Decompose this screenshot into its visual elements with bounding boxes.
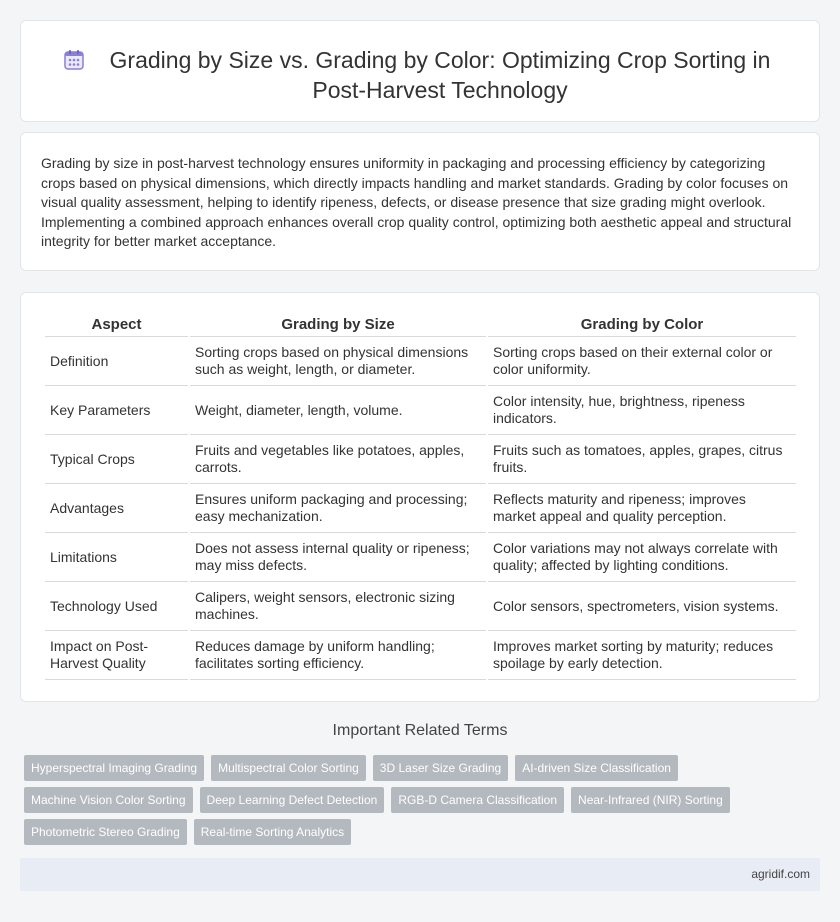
comparison-table-card <box>20 292 820 702</box>
column-header-aspect: Aspect <box>45 315 188 337</box>
related-term-tag[interactable]: Photometric Stereo Grading <box>24 819 187 845</box>
row-aspect: Impact on Post-Harvest Quality <box>45 631 188 680</box>
table-row <box>45 533 796 582</box>
row-color-value: Color sensors, spectrometers, vision systems. <box>488 582 796 631</box>
table-row <box>45 484 796 533</box>
related-term-tag[interactable]: Hyperspectral Imaging Grading <box>24 755 204 781</box>
row-aspect: Advantages <box>45 484 188 533</box>
intro-card <box>20 132 820 271</box>
header-card <box>20 20 820 122</box>
related-term-tag[interactable]: Machine Vision Color Sorting <box>24 787 193 813</box>
related-term-tag[interactable]: RGB-D Camera Classification <box>391 787 564 813</box>
row-aspect: Limitations <box>45 533 188 582</box>
row-size-value: Calipers, weight sensors, electronic sizing machines. <box>190 582 486 631</box>
table-row <box>45 386 796 435</box>
column-header-size: Grading by Size <box>190 315 486 337</box>
row-aspect: Definition <box>45 337 188 386</box>
table-row <box>45 435 796 484</box>
row-size-value: Sorting crops based on physical dimensions such as weight, length, or diameter. <box>190 337 486 386</box>
footer-site-link[interactable]: agridif.com <box>751 867 810 881</box>
row-size-value: Does not assess internal quality or ripeness; may miss defects. <box>190 533 486 582</box>
row-color-value: Color variations may not always correlate with quality; affected by lighting conditions. <box>488 533 796 582</box>
table-header-row <box>45 315 796 337</box>
related-term-tag[interactable]: Near-Infrared (NIR) Sorting <box>571 787 730 813</box>
page-title: Grading by Size vs. Grading by Color: Optimizing Crop Sorting in Post-Harvest Technology <box>109 47 771 103</box>
row-color-value: Improves market sorting by maturity; reduces spoilage by early detection. <box>488 631 796 680</box>
row-color-value: Fruits such as tomatoes, apples, grapes, citrus fruits. <box>488 435 796 484</box>
column-header-color: Grading by Color <box>488 315 796 337</box>
comparison-table <box>43 315 798 680</box>
row-aspect: Technology Used <box>45 582 188 631</box>
related-term-tag[interactable]: Real-time Sorting Analytics <box>194 819 351 845</box>
related-term-tag[interactable]: AI-driven Size Classification <box>515 755 678 781</box>
row-size-value: Ensures uniform packaging and processing; easy mechanization. <box>190 484 486 533</box>
table-row <box>45 631 796 680</box>
related-terms-heading: Important Related Terms <box>332 722 508 739</box>
table-row <box>45 337 796 386</box>
related-term-tag[interactable]: 3D Laser Size Grading <box>373 755 508 781</box>
row-size-value: Reduces damage by uniform handling; facilitates sorting efficiency. <box>190 631 486 680</box>
row-size-value: Fruits and vegetables like potatoes, apples, carrots. <box>190 435 486 484</box>
intro-paragraph: Grading by size in post-harvest technology ensures uniformity in packaging and processing efficiency by categorizing crops based on physical dimensions, which directly impacts handling and market standards. Grading by color focuses on visual quality assessment, helping to identify ripeness, defects, or disease presence that size grading might overlook. Implementing a combined approach enhances overall crop quality control, optimizing both aesthetic appeal and structural integrity for better market acceptance. <box>41 155 792 249</box>
related-term-tag[interactable]: Multispectral Color Sorting <box>211 755 366 781</box>
footer <box>20 858 820 891</box>
related-term-tag[interactable]: Deep Learning Defect Detection <box>200 787 385 813</box>
table-row <box>45 582 796 631</box>
related-terms-list <box>24 755 804 845</box>
row-aspect: Typical Crops <box>45 435 188 484</box>
row-color-value: Reflects maturity and ripeness; improves market appeal and quality perception. <box>488 484 796 533</box>
row-aspect: Key Parameters <box>45 386 188 435</box>
row-size-value: Weight, diameter, length, volume. <box>190 386 486 435</box>
row-color-value: Color intensity, hue, brightness, ripeness indicators. <box>488 386 796 435</box>
row-color-value: Sorting crops based on their external color or color uniformity. <box>488 337 796 386</box>
